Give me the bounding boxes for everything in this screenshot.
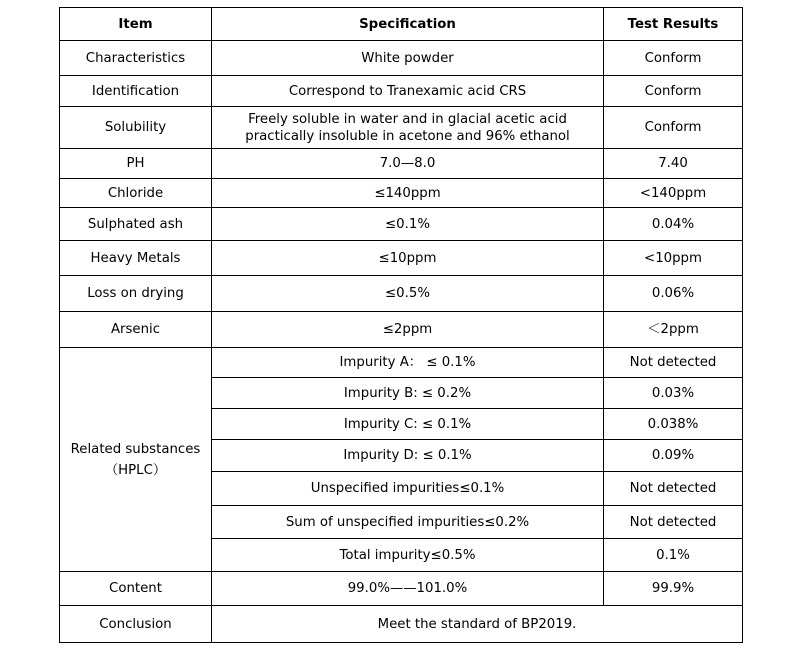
item-cell: Chloride: [60, 179, 212, 208]
result-cell: 7.40: [604, 149, 743, 179]
result-cell: Conform: [604, 41, 743, 76]
result-cell: 0.06%: [604, 276, 743, 312]
result-cell: 0.04%: [604, 208, 743, 241]
item-cell: PH: [60, 149, 212, 179]
item-cell: Identification: [60, 76, 212, 107]
result-cell: ＜2ppm: [604, 312, 743, 348]
table-row: [60, 312, 743, 348]
result-cell: Not detected: [604, 506, 743, 539]
header-specification: Specification: [212, 8, 604, 41]
spec-cell: Correspond to Tranexamic acid CRS: [212, 76, 604, 107]
item-cell: Content: [60, 572, 212, 606]
result-cell: Not detected: [604, 348, 743, 378]
related-substances-cell: [60, 348, 212, 572]
spec-cell: [212, 107, 604, 149]
result-cell: Conform: [604, 107, 743, 149]
item-cell: Arsenic: [60, 312, 212, 348]
spec-cell: ≤10ppm: [212, 241, 604, 276]
table-row: [60, 76, 743, 107]
header-row: [60, 8, 743, 41]
spec-cell: ≤140ppm: [212, 179, 604, 208]
spec-cell: Impurity C: ≤ 0.1%: [212, 409, 604, 440]
table-row: [60, 241, 743, 276]
spec-cell: 7.0—8.0: [212, 149, 604, 179]
result-cell: 0.038%: [604, 409, 743, 440]
spec-line: Freely soluble in water and in glacial acetic acid: [248, 111, 567, 127]
spec-cell: ≤0.1%: [212, 208, 604, 241]
result-cell: 0.03%: [604, 378, 743, 409]
spec-cell: Impurity B: ≤ 0.2%: [212, 378, 604, 409]
spec-cell: Unspecified impurities≤0.1%: [212, 472, 604, 506]
table-row: [60, 348, 743, 378]
item-cell: Loss on drying: [60, 276, 212, 312]
result-cell: Conform: [604, 76, 743, 107]
spec-cell: Sum of unspecified impurities≤0.2%: [212, 506, 604, 539]
table-row: [60, 149, 743, 179]
conclusion-cell: Meet the standard of BP2019.: [212, 606, 743, 643]
item-cell: Characteristics: [60, 41, 212, 76]
item-cell: Heavy Metals: [60, 241, 212, 276]
spec-cell: White powder: [212, 41, 604, 76]
item-cell: Sulphated ash: [60, 208, 212, 241]
header-test-results: Test Results: [604, 8, 743, 41]
spec-cell: ≤0.5%: [212, 276, 604, 312]
item-cell: Conclusion: [60, 606, 212, 643]
spec-cell: Impurity D: ≤ 0.1%: [212, 440, 604, 472]
table-row: [60, 107, 743, 149]
table-row: [60, 41, 743, 76]
table-row: [60, 276, 743, 312]
spec-cell: 99.0%——101.0%: [212, 572, 604, 606]
spec-line: practically insoluble in acetone and 96% ethanol: [245, 128, 570, 144]
item-line: （HPLC）: [104, 462, 167, 478]
item-cell: Solubility: [60, 107, 212, 149]
spec-cell: Total impurity≤0.5%: [212, 539, 604, 572]
result-cell: Not detected: [604, 472, 743, 506]
table-row: [60, 606, 743, 643]
specification-table: [59, 7, 743, 643]
table-row: [60, 208, 743, 241]
result-cell: 0.09%: [604, 440, 743, 472]
result-cell: 99.9%: [604, 572, 743, 606]
result-cell: 0.1%: [604, 539, 743, 572]
result-cell: <10ppm: [604, 241, 743, 276]
result-cell: <140ppm: [604, 179, 743, 208]
table-row: [60, 179, 743, 208]
item-line: Related substances: [70, 441, 201, 457]
spec-cell: ≤2ppm: [212, 312, 604, 348]
header-item: Item: [60, 8, 212, 41]
spec-cell: Impurity A： ≤ 0.1%: [212, 348, 604, 378]
table-row: [60, 572, 743, 606]
